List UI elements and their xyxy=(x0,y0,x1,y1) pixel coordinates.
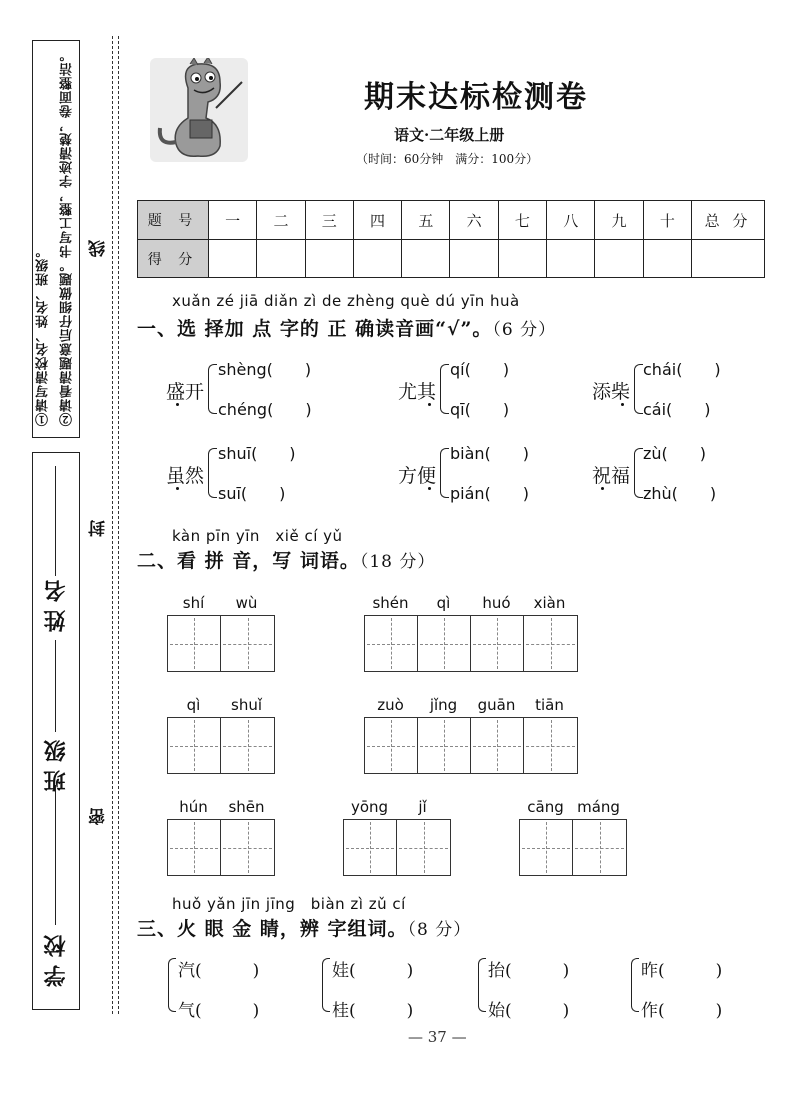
pinyin-syllable: shuǐ xyxy=(231,696,262,714)
brace xyxy=(634,364,643,414)
score-cell[interactable] xyxy=(305,240,353,278)
score-cell[interactable] xyxy=(547,240,595,278)
seal-dashed-line-2 xyxy=(118,36,119,1014)
s1-option[interactable]: chéng( ) xyxy=(218,400,312,419)
exam-meta: （时间：60分钟 满分：100分） xyxy=(356,152,539,166)
writing-grid[interactable] xyxy=(364,615,578,672)
pinyin-syllable: máng xyxy=(577,798,620,816)
score-cell[interactable] xyxy=(643,240,691,278)
class-blank[interactable] xyxy=(55,640,56,732)
tianzi-cell[interactable] xyxy=(418,616,471,671)
pair-item[interactable]: 气( ) xyxy=(178,1001,260,1021)
tianzi-cell[interactable] xyxy=(168,616,221,671)
pinyin-syllable: huó xyxy=(482,594,511,612)
emphasis-dot xyxy=(428,487,431,490)
emphasis-dot xyxy=(428,403,431,406)
s1-word: 尤其 xyxy=(398,381,437,403)
pinyin-syllable: zuò xyxy=(377,696,404,714)
brace xyxy=(208,448,217,498)
pair-item[interactable]: 始( ) xyxy=(488,1001,570,1021)
tianzi-cell[interactable] xyxy=(520,820,573,875)
score-table-score-row xyxy=(138,240,765,278)
section2-title-text: 二、看 拼 音，写 词语。 xyxy=(137,550,360,572)
pair-item[interactable]: 作( ) xyxy=(641,1001,723,1021)
s1-option[interactable]: biàn( ) xyxy=(450,444,530,463)
pinyin-syllable: hún xyxy=(179,798,208,816)
score-cell[interactable] xyxy=(595,240,643,278)
pinyin-syllable: jǐng xyxy=(429,696,458,714)
name-blank[interactable] xyxy=(55,466,56,576)
score-col: 九 xyxy=(595,201,643,240)
score-col: 一 xyxy=(209,201,257,240)
score-cell[interactable] xyxy=(257,240,305,278)
score-col: 二 xyxy=(257,201,305,240)
writing-grid[interactable] xyxy=(519,819,627,876)
tianzi-cell[interactable] xyxy=(471,616,524,671)
brace xyxy=(634,448,643,498)
notice-line-2: ②请看清题意后仔细做题。书写工整，字迹清楚，卷面整洁。 xyxy=(60,48,75,426)
tianzi-cell[interactable] xyxy=(397,820,450,875)
s1-word: 盛开 xyxy=(166,381,205,403)
score-col: 八 xyxy=(547,201,595,240)
class-label: 班 级 xyxy=(43,740,69,792)
s1-option[interactable]: zhù( ) xyxy=(643,484,717,503)
pinyin-syllable: cāng xyxy=(527,798,564,816)
tianzi-cell[interactable] xyxy=(168,718,221,773)
score-table xyxy=(137,200,765,278)
pinyin-syllable: yōng xyxy=(350,798,389,816)
notice-line-1: ①请写清校名、姓名、班级。 xyxy=(36,244,51,426)
section2-pinyin: kàn pīn yīn xiě cí yǔ xyxy=(172,527,343,545)
pair-item[interactable]: 娃( ) xyxy=(332,961,414,981)
pair-item[interactable]: 桂( ) xyxy=(332,1001,414,1021)
score-table-row-label: 得 分 xyxy=(138,240,209,278)
pinyin-syllable: guān xyxy=(477,696,516,714)
writing-grid[interactable] xyxy=(167,819,275,876)
pinyin-syllable: shén xyxy=(372,594,409,612)
score-cell[interactable] xyxy=(450,240,498,278)
dragon-mascot-icon xyxy=(150,58,248,162)
tianzi-cell[interactable] xyxy=(365,616,418,671)
pinyin-syllable: tiān xyxy=(535,696,564,714)
tianzi-cell[interactable] xyxy=(573,820,626,875)
s1-option[interactable]: shèng( ) xyxy=(218,360,312,379)
section1-points: （6 分） xyxy=(492,320,557,340)
emphasis-dot xyxy=(176,487,179,490)
pinyin-syllable: jǐ xyxy=(418,798,427,816)
writing-grid[interactable] xyxy=(364,717,578,774)
score-col: 七 xyxy=(498,201,546,240)
tianzi-cell[interactable] xyxy=(365,718,418,773)
page-title: 期末达标检测卷 xyxy=(364,80,588,115)
score-cell[interactable] xyxy=(353,240,401,278)
pinyin-syllable: qì xyxy=(186,696,201,714)
section3-pinyin: huǒ yǎn jīn jīng biàn zì zǔ cí xyxy=(172,895,406,913)
emphasis-dot xyxy=(621,403,624,406)
seal-mi: 密 xyxy=(89,808,109,825)
pinyin-syllable: shēn xyxy=(228,798,265,816)
pair-item[interactable]: 昨( ) xyxy=(641,961,723,981)
tianzi-cell[interactable] xyxy=(168,820,221,875)
s1-option[interactable]: cái( ) xyxy=(643,400,711,419)
student-info-box xyxy=(32,452,80,1010)
score-col: 十 xyxy=(643,201,691,240)
brace xyxy=(631,958,639,1012)
tianzi-cell[interactable] xyxy=(418,718,471,773)
school-label: 学 校 xyxy=(43,935,69,987)
brace xyxy=(440,364,449,414)
section1-pinyin: xuǎn zé jiā diǎn zì de zhèng què dú yīn huà xyxy=(172,292,520,310)
pinyin-syllable: qì xyxy=(436,594,451,612)
brace xyxy=(478,958,486,1012)
section3-title xyxy=(137,914,471,941)
section1-title-text: 一、选 择加 点 字的 正 确读音画“√”。 xyxy=(137,318,493,340)
tianzi-cell[interactable] xyxy=(221,616,274,671)
writing-grid[interactable] xyxy=(343,819,451,876)
score-col: 三 xyxy=(305,201,353,240)
school-blank[interactable] xyxy=(55,785,56,925)
s1-word: 添柴 xyxy=(592,381,631,403)
s1-option[interactable]: suī( ) xyxy=(218,484,286,503)
section1-title xyxy=(137,314,556,341)
brace xyxy=(440,448,449,498)
tianzi-cell[interactable] xyxy=(221,718,274,773)
score-table-header-row xyxy=(138,201,765,240)
brace xyxy=(168,958,176,1012)
emphasis-dot xyxy=(176,403,179,406)
pair-item[interactable]: 汽( ) xyxy=(178,961,260,981)
s1-option[interactable]: qí( ) xyxy=(450,360,510,379)
pinyin-syllable: shí xyxy=(182,594,205,612)
tianzi-cell[interactable] xyxy=(344,820,397,875)
section2-points: （18 分） xyxy=(359,552,436,572)
s1-option[interactable]: zù( ) xyxy=(643,444,707,463)
writing-grid[interactable] xyxy=(167,717,275,774)
pinyin-syllable: wù xyxy=(235,594,258,612)
section2-title xyxy=(137,546,435,573)
seal-xian: 线 xyxy=(89,240,109,257)
s1-word: 虽然 xyxy=(166,465,205,487)
pinyin-syllable: xiàn xyxy=(533,594,566,612)
score-col: 六 xyxy=(450,201,498,240)
brace xyxy=(322,958,330,1012)
brace xyxy=(208,364,217,414)
tianzi-cell[interactable] xyxy=(524,616,577,671)
score-col: 五 xyxy=(402,201,450,240)
score-col-total: 总 分 xyxy=(692,201,765,240)
name-label: 姓 名 xyxy=(43,580,69,632)
s1-word: 方便 xyxy=(398,465,437,487)
pair-item[interactable]: 抬( ) xyxy=(488,961,570,981)
tianzi-cell[interactable] xyxy=(221,820,274,875)
s1-option[interactable]: qī( ) xyxy=(450,400,510,419)
page-subtitle: 语文·二年级上册 xyxy=(394,126,505,144)
page-number: — 37 — xyxy=(408,1028,467,1046)
seal-feng: 封 xyxy=(89,520,109,537)
s1-option[interactable]: pián( ) xyxy=(450,484,530,503)
s1-option[interactable]: chái( ) xyxy=(643,360,721,379)
score-cell-total[interactable] xyxy=(692,240,765,278)
score-cell[interactable] xyxy=(498,240,546,278)
tianzi-cell[interactable] xyxy=(524,718,577,773)
score-cell[interactable] xyxy=(402,240,450,278)
section3-points: （8 分） xyxy=(407,920,472,940)
s1-option[interactable]: shuī( ) xyxy=(218,444,296,463)
score-table-row-label: 题 号 xyxy=(138,201,209,240)
score-cell[interactable] xyxy=(209,240,257,278)
section3-title-text: 三、火 眼 金 睛，辨 字组词。 xyxy=(137,918,408,940)
s1-word: 祝福 xyxy=(592,465,631,487)
emphasis-dot xyxy=(601,487,604,490)
seal-dashed-line-1 xyxy=(112,36,113,1014)
score-col: 四 xyxy=(353,201,401,240)
writing-grid[interactable] xyxy=(167,615,275,672)
tianzi-cell[interactable] xyxy=(471,718,524,773)
